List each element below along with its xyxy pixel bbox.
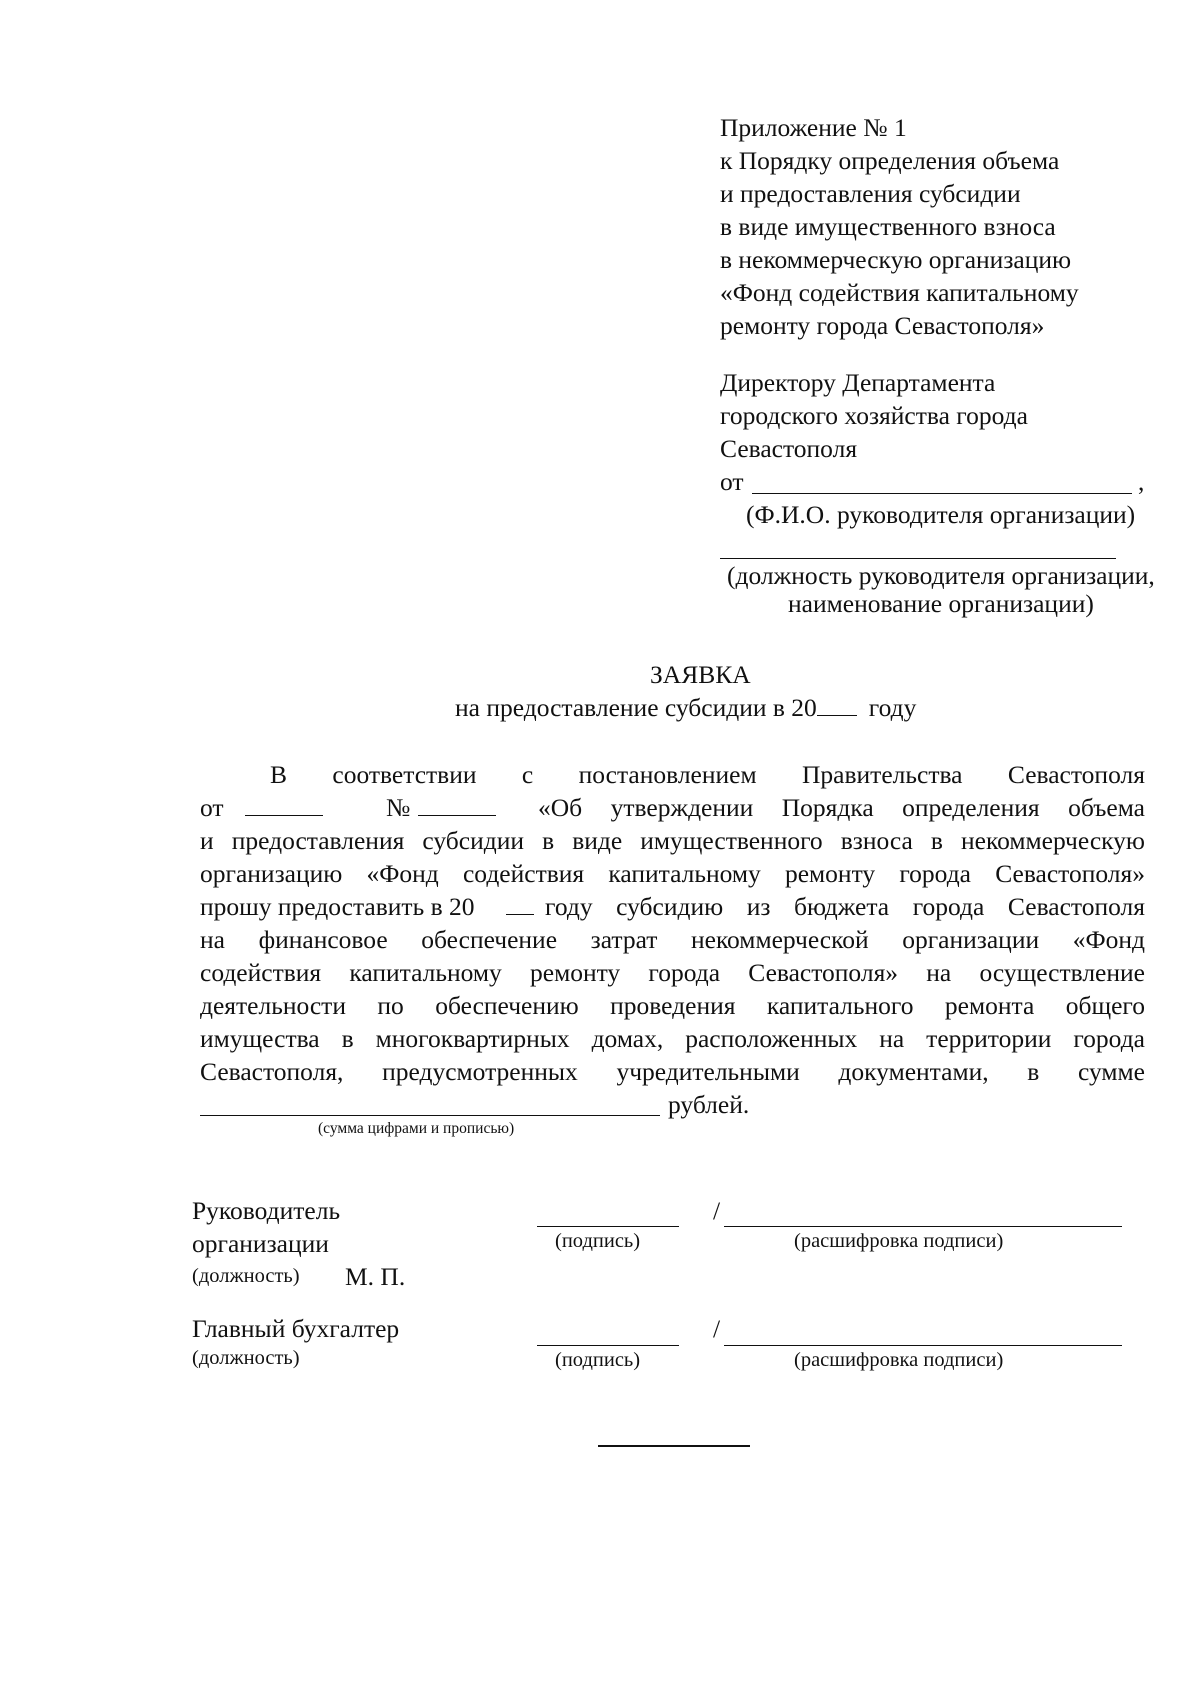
from-word: от [200,793,224,822]
signature-line [537,1226,679,1227]
fio-caption: (Ф.И.О. руководителя организации) [746,500,1136,529]
appendix-line: в некоммерческую организацию [720,245,1072,274]
body-line-rest: «Об утверждении Порядка определения объема [538,793,1145,822]
word: постановлением [578,760,757,789]
appendix-line: Приложение № 1 [720,113,907,142]
number-blank [418,815,496,816]
addressee-line: городского хозяйства города [720,401,1028,430]
addressee-line: Директору Департамента [720,368,996,397]
decoding-caption: (расшифровка подписи) [794,1230,1004,1252]
head-title: организации [192,1229,329,1258]
decoding-line [724,1226,1122,1227]
position-caption: (должность руководителя организации, [727,561,1155,590]
body-line [200,892,1145,922]
word: Севастополя [1007,760,1145,789]
sum-caption: (сумма цифрами и прописью) [318,1120,515,1137]
body-line: на финансовое обеспечение затрат некоммерческой организации «Фонд [200,925,1145,954]
position-caption: наименование организации) [788,589,1094,618]
body-line: Севастополя, предусмотренных учредительными документами, в сумме [200,1057,1145,1086]
appendix-line: «Фонд содействия капитальному [720,278,1079,307]
word: В [270,760,288,789]
head-position: (должность) [192,1265,300,1287]
appendix-line: и предоставления субсидии [720,179,1021,208]
from-label: от [720,467,744,496]
body-line: имущества в многоквартирных домах, расположенных на территории города [200,1024,1145,1053]
body-line-start: прошу предоставить в 20 [200,892,475,921]
body-line: деятельности по обеспечению проведения капитального ремонта общего [200,991,1145,1020]
accountant-position: (должность) [192,1347,300,1369]
subtitle-text: на предоставление субсидии в 20 [455,693,817,722]
sum-unit: рублей. [668,1090,750,1119]
body-line: и предоставления субсидии в виде имущественного взноса в некоммерческую [200,826,1145,855]
slash: / [713,1314,721,1343]
body-paragraph [200,760,1145,1130]
signature-caption: (подпись) [555,1230,641,1252]
body-line: организацию «Фонд содействия капитальному ремонту города Севастополя» [200,859,1145,888]
appendix-line: ремонту города Севастополя» [720,311,1045,340]
year-blank [506,914,534,915]
body-line-rest: году субсидию из бюджета города Севастополя [545,892,1145,921]
subtitle-year-word: году [868,693,917,722]
stamp-place: М. П. [345,1262,406,1291]
word: соответствии [332,760,477,789]
decoding-caption: (расшифровка подписи) [794,1349,1004,1371]
sum-blank-line [200,1115,660,1116]
accountant-title: Главный бухгалтер [192,1314,400,1343]
head-title: Руководитель [192,1196,341,1225]
document-subtitle [455,693,916,723]
slash: / [713,1196,721,1225]
date-blank [245,815,323,816]
fio-blank-line [752,493,1132,494]
document-title: ЗАЯВКА [650,660,751,689]
position-blank-line [720,558,1116,559]
appendix-line: к Порядку определения объема [720,146,1060,175]
body-line [270,760,1145,790]
appendix-line: в виде имущественного взноса [720,212,1056,241]
word: Правительства [802,760,963,789]
year-blank [817,695,857,716]
body-line: содействия капитальному ремонту города Севастополя» на осуществление [200,958,1145,987]
comma: , [1138,467,1145,496]
body-line [200,793,1145,823]
signature-line [537,1345,679,1346]
word: с [521,760,534,789]
number-sign: № [386,793,411,822]
signature-caption: (подпись) [555,1349,641,1371]
closing-separator [598,1445,750,1447]
decoding-line [724,1345,1122,1346]
addressee-line: Севастополя [720,434,858,463]
